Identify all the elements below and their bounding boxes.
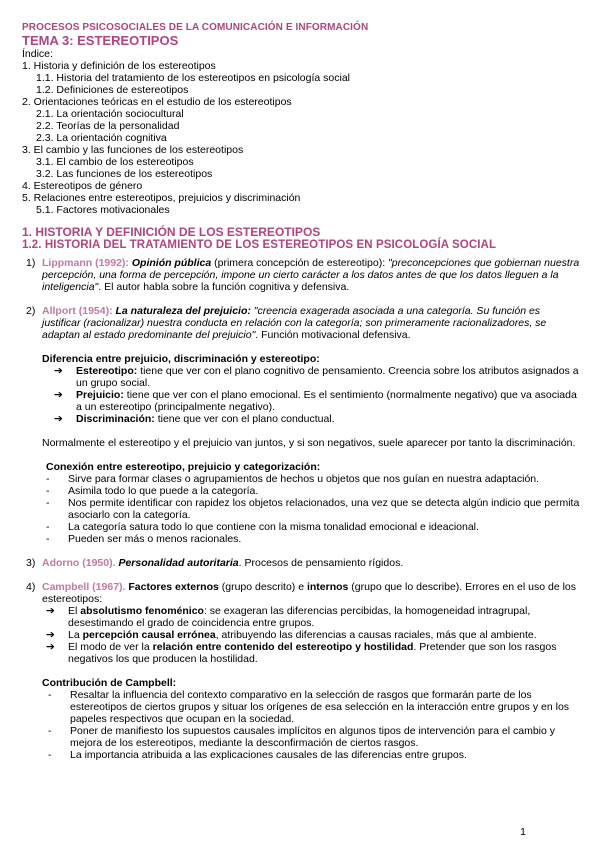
contribution-block — [22, 677, 580, 761]
differences-block — [22, 353, 580, 449]
quote: "creencia exagerada asociada a una categoría. Su función es justificar (racionalizar) nuestra conducta en relación con la categoría; son primeramente racionalizadores, se adaptan al estado predominante del prejuicio" — [42, 305, 547, 341]
arrow-icon: ➔ — [46, 629, 55, 641]
list-item — [54, 389, 580, 413]
item-number: 4) — [26, 581, 36, 593]
term: Discriminación: — [76, 413, 155, 425]
list-item: - Resaltar la influencia del contexto comparativo en la selección de rasgos que formarán parte de los estereotipos de ciertos grupos y situar los orígenes de esa selección en la interacción entre grupos y en los papeles respectivos que ocupan en la sociedad. — [48, 689, 570, 725]
term: Estereotipo: — [76, 365, 138, 377]
list-item: ➔ La percepción causal errónea, atribuyendo las diferencias a causas raciales, más que al ambiente. — [46, 629, 537, 641]
item-text: . El autor habla sobre la función cognitiva y defensiva. — [98, 281, 350, 293]
dash-marker: - — [46, 533, 50, 545]
dash-marker: - — [46, 473, 50, 485]
arrow-list — [34, 605, 580, 665]
dash-list — [42, 689, 580, 761]
dash-marker: - — [48, 725, 52, 737]
list-item: ➔ El absolutismo fenoménico: se exageran las diferencias percibidas, la homogeneidad intragrupal, desestimando el grado de coincidencia entre grupos. — [46, 605, 531, 629]
numbered-item-allport — [22, 305, 580, 341]
author-name: Allport (1954): — [42, 305, 113, 317]
list-item — [54, 413, 580, 425]
item-text: . Procesos de pensamiento rígidos. — [238, 557, 404, 569]
index-item: 2.1. La orientación sociocultural — [36, 108, 184, 120]
list-item: - Poner de manifiesto los supuestos causales implícitos en algunos tipos de intervención para el cambio y mejora de los estereotipos, mediante la desconfirmación de ciertos rasgos. — [48, 725, 556, 749]
index-item: 1.2. Definiciones de estereotipos — [36, 84, 189, 96]
block-title: Diferencia entre prejuicio, discriminación y estereotipo: — [42, 353, 320, 365]
block-title: Contribución de Campbell: — [42, 677, 177, 689]
numbered-item-adorno — [22, 557, 580, 569]
block-title: Conexión entre estereotipo, prejuicio y categorización: — [46, 461, 321, 473]
document-page — [22, 22, 580, 761]
dash-marker: - — [48, 749, 52, 761]
index-item: 3.1. El cambio de los estereotipos — [36, 156, 194, 168]
note-paragraph: Normalmente el estereotipo y el prejuicio van juntos, y si son negativos, suele aparecer por tanto la discriminación. — [42, 437, 576, 449]
index-item: 3. El cambio y las funciones de los estereotipos — [22, 144, 244, 156]
quote: "preconcepciones que gobiernan nuestra percepción, una forma de percepción, impone un cierto carácter a los datos antes de que los datos lleguen a la inteligencia" — [42, 257, 580, 293]
dash-marker: - — [46, 497, 50, 509]
index-item: 4. Estereotipos de género — [22, 180, 143, 192]
work-title: La naturaleza del prejuicio: — [115, 305, 251, 317]
course-title: PROCESOS PSICOSOCIALES DE LA COMUNICACIÓN E INFORMACIÓN — [22, 22, 369, 33]
numbered-item-lippmann — [22, 257, 580, 293]
index-item: 2.2. Teorías de la personalidad — [36, 120, 180, 132]
index-item: 1.1. Historia del tratamiento de los estereotipos en psicología social — [36, 72, 351, 84]
term-desc: tiene que ver con el plano emocional. Es el sentimiento (normalmente negativo) que va asociada a un estereotipo (principalmente negativo). — [76, 389, 577, 413]
arrow-list — [42, 365, 580, 425]
page-number: 1 — [520, 826, 526, 838]
item-text: . Función motivacional defensiva. — [255, 329, 411, 341]
arrow-icon: ➔ — [46, 605, 55, 617]
arrow-icon: ➔ — [46, 641, 55, 653]
item-number: 3) — [26, 557, 36, 569]
item-number: 1) — [26, 257, 36, 269]
list-item: - Asimila todo lo que puede a la categoría. — [46, 485, 259, 497]
list-item: - Sirve para formar clases o agrupamientos de hechos u objetos que nos guían en nuestra adaptación. — [46, 473, 540, 485]
author-name: Campbell (1967). — [42, 581, 126, 593]
index-item: 1. Historia y definición de los estereotipos — [22, 60, 216, 72]
dash-marker: - — [46, 485, 50, 497]
item-text: (primera concepción de estereotipo): — [211, 257, 389, 269]
index-item: 2.3. La orientación cognitiva — [36, 132, 167, 144]
item-number: 2) — [26, 305, 36, 317]
work-title: Opinión pública — [131, 257, 212, 269]
list-item: - La importancia atribuida a las explicaciones causales de las diferencias entre grupos. — [48, 749, 467, 761]
list-item: - Nos permite identificar con rapidez los objetos relacionados, una vez que se detecta algún indicio que permita asociarlo con la categoría. — [46, 497, 580, 521]
dash-marker: - — [46, 521, 50, 533]
arrow-icon: ➔ — [54, 365, 63, 377]
term: Prejuicio: — [76, 389, 124, 401]
list-item — [54, 365, 580, 389]
connection-block — [22, 461, 580, 545]
index-item: 5. Relaciones entre estereotipos, prejuicios y discriminación — [22, 192, 301, 204]
list-item: - Pueden ser más o menos racionales. — [46, 533, 242, 545]
table-of-contents — [22, 48, 580, 216]
numbered-item-campbell: 4) Campbell (1967). Factores externos (grupo descrito) e internos (grupo que lo describe). Errores en el uso de los estereotipos: ➔ El absolutismo fenoménico: se exageran las diferencias percibidas, la homogeneidad intragrupal, desestimando el grado de coincidencia entre grupos. ➔ La percepción causal errónea, atribuyendo las diferencias a causas raciales, más que al ambiente. ➔ El modo de ver la relación entre contenido del estereotipo y hostilidad. Pretender que son los rasgos negativos los que producen la hostilidad. — [22, 581, 580, 665]
topic-title: TEMA 3: ESTEREOTIPOS — [22, 33, 179, 48]
author-name: Lippmann (1992): — [42, 257, 129, 269]
term-desc: tiene que ver con el plano conductual. — [154, 413, 335, 425]
arrow-icon: ➔ — [54, 389, 63, 401]
index-item: 2. Orientaciones teóricas en el estudio de los estereotipos — [22, 96, 292, 108]
index-label: Índice: — [22, 48, 53, 60]
index-item: 5.1. Factores motivacionales — [36, 204, 170, 216]
work-title: Personalidad autoritaria — [118, 557, 239, 569]
author-name: Adorno (1950). — [42, 557, 116, 569]
dash-list — [40, 473, 580, 545]
list-item: - La categoría satura todo lo que contiene con la misma tonalidad emocional e ideacional. — [46, 521, 479, 533]
subsection-heading: 1.2. HISTORIA DEL TRATAMIENTO DE LOS ESTEREOTIPOS EN PSICOLOGÍA SOCIAL — [22, 239, 497, 251]
dash-marker: - — [48, 689, 52, 701]
term-desc: tiene que ver con el plano cognitivo de pensamiento. Creencia sobre los atributos asignados a un grupo social. — [76, 365, 579, 389]
list-item: ➔ El modo de ver la relación entre contenido del estereotipo y hostilidad. Pretender que son los rasgos negativos los que producen la hostilidad. — [46, 641, 557, 665]
index-item: 3.2. Las funciones de los estereotipos — [36, 168, 213, 180]
arrow-icon: ➔ — [54, 413, 63, 425]
section-heading: 1. HISTORIA Y DEFINICIÓN DE LOS ESTEREOTIPOS — [22, 225, 321, 239]
